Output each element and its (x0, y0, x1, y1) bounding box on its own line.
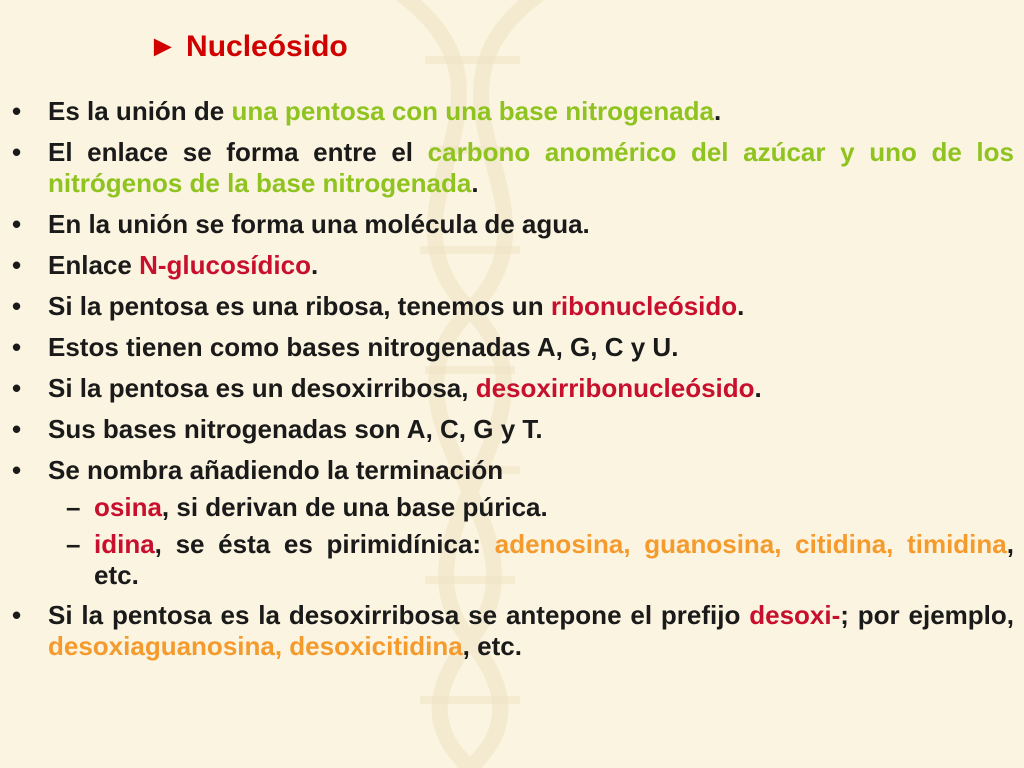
bullet-text: , si derivan de una base púrica. (161, 492, 548, 522)
bullet-marker: • (12, 291, 22, 321)
bullet-list (8, 96, 1014, 672)
bullet-text: Enlace (48, 250, 140, 280)
bullet-text: Si la pentosa es una ribosa, tenemos un (48, 291, 551, 321)
bullet-marker: • (12, 373, 22, 403)
bullet-marker: • (12, 137, 22, 167)
bullet-marker: • (12, 250, 22, 280)
bullet-marker: • (12, 414, 22, 444)
bullet-marker: • (12, 209, 22, 239)
bullet-item (8, 250, 1014, 281)
bullet-text: Estos tienen como bases nitrogenadas A, G, C y U. (48, 332, 679, 362)
highlighted-term: desoxirribonucleósido (475, 373, 755, 403)
slide-title: ► Nucleósido (148, 30, 348, 63)
bullet-text: , etc. (94, 529, 1014, 590)
bullet-marker: • (12, 455, 22, 485)
highlighted-term: una pentosa con una base nitrogenada (231, 96, 715, 126)
bullet-text: , se ésta es pirimidínica: (154, 529, 495, 559)
highlighted-term: adenosina, guanosina, citidina, timidina (494, 529, 1007, 559)
highlighted-term: idina (94, 529, 155, 559)
dash-marker: – (66, 529, 81, 559)
sub-bullet-item (8, 492, 1014, 523)
highlighted-term: N-glucosídico (139, 250, 311, 280)
highlighted-term: osina (94, 492, 162, 522)
highlighted-term: ribonucleósido (550, 291, 738, 321)
bullet-item (8, 332, 1014, 363)
bullet-text: . (737, 291, 745, 321)
bullet-text: Es la unión de (48, 96, 232, 126)
bullet-item (8, 373, 1014, 404)
bullet-text: En la unión se forma una molécula de agua. (48, 209, 590, 239)
bullet-text: El enlace se forma entre el (48, 137, 428, 167)
bullet-text: Si la pentosa es un desoxirribosa, (48, 373, 476, 403)
bullet-text: Sus bases nitrogenadas son A, C, G y T. (48, 414, 543, 444)
highlighted-term: desoxiaguanosina, desoxicitidina (48, 631, 463, 661)
bullet-text: . (754, 373, 762, 403)
bullet-text: . (310, 250, 319, 280)
bullet-item (8, 291, 1014, 322)
bullet-text: ; por ejemplo, (840, 600, 1014, 630)
bullet-item (8, 137, 1014, 199)
bullet-item (8, 455, 1014, 486)
bullet-text: . (714, 96, 722, 126)
bullet-marker: • (12, 96, 22, 126)
bullet-marker: • (12, 600, 22, 630)
dash-marker: – (66, 492, 81, 522)
bullet-text: , etc. (462, 631, 522, 661)
bullet-text: Si la pentosa es la desoxirribosa se antepone el prefijo (48, 600, 750, 630)
bullet-text: . (471, 168, 479, 198)
highlighted-term: desoxi- (749, 600, 841, 630)
bullet-item (8, 414, 1014, 445)
bullet-item (8, 96, 1014, 127)
bullet-marker: • (12, 332, 22, 362)
bullet-item (8, 600, 1014, 662)
highlighted-term: carbono anomérico del azúcar y uno de los nitrógenos de la base nitrogenada (48, 137, 1014, 198)
bullet-item (8, 209, 1014, 240)
sub-bullet-item (8, 529, 1014, 591)
bullet-text: Se nombra añadiendo la terminación (48, 455, 504, 485)
